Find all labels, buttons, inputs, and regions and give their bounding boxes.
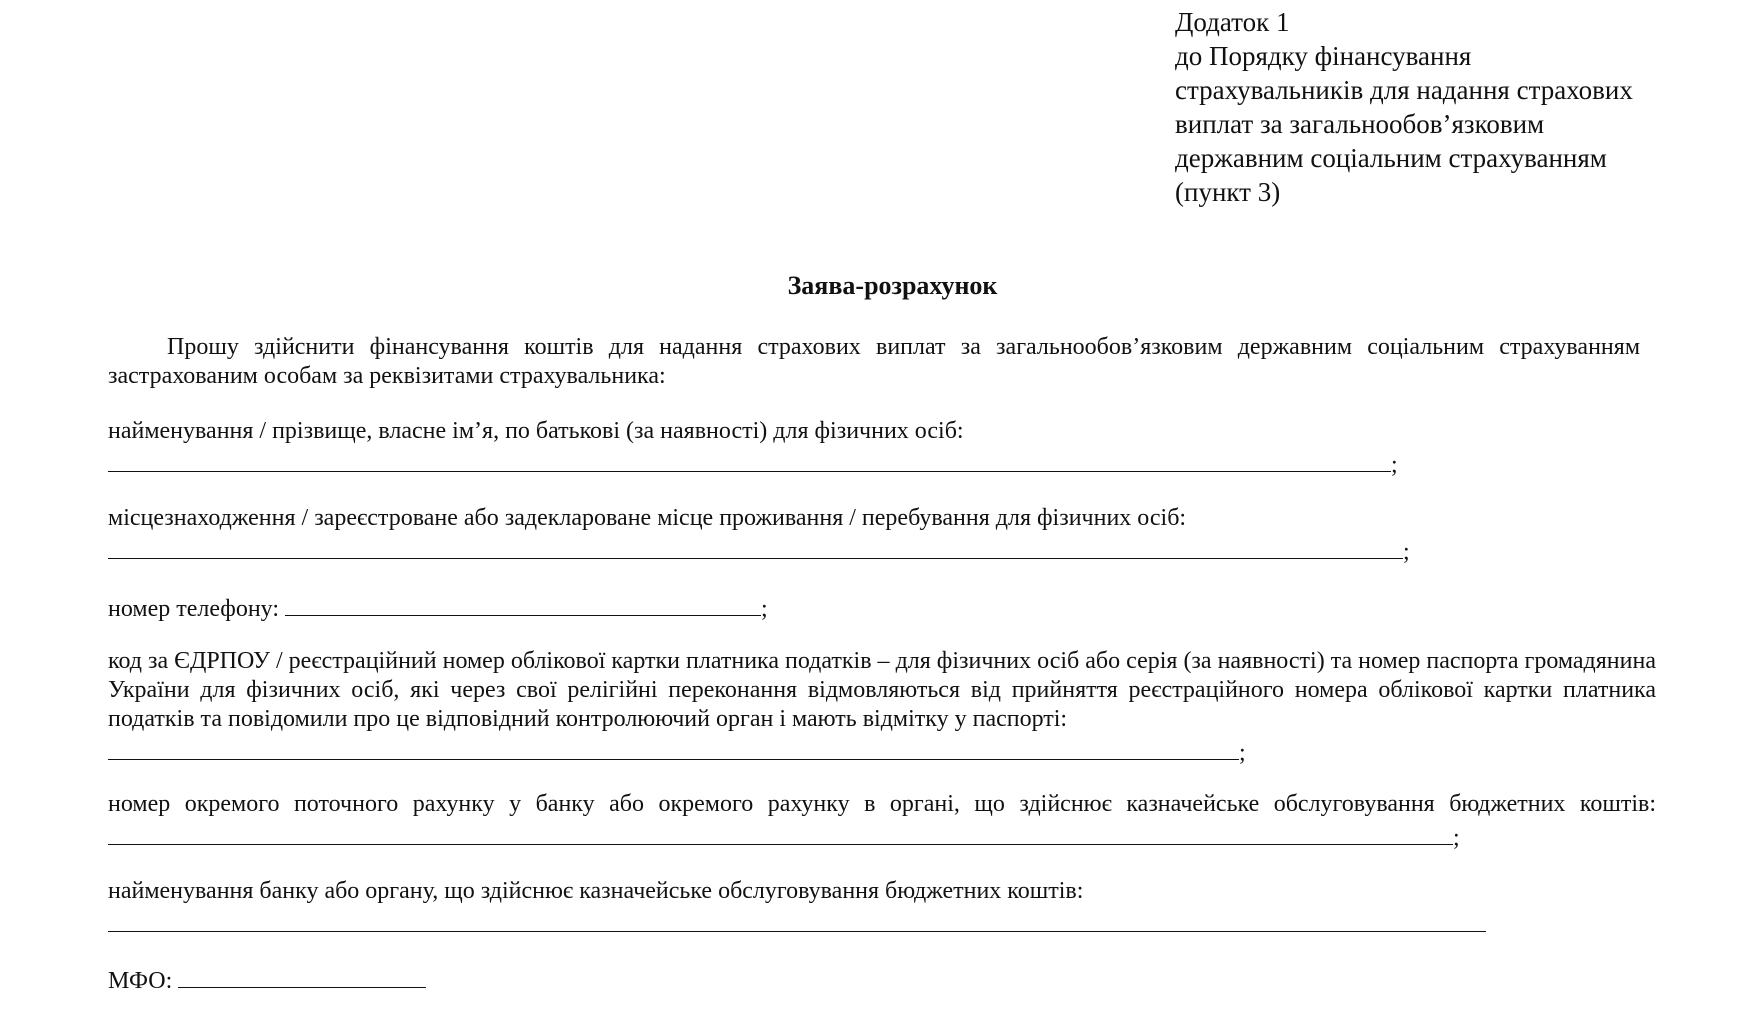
name-field-row (108, 447, 1398, 476)
mfo-field-blank[interactable] (178, 963, 426, 988)
document-title: Заява-розрахунок (787, 271, 998, 300)
field-terminator: ; (1239, 740, 1246, 766)
code-field-text: код за ЄДРПОУ / реєстраційний номер облікової картки платника податків – для фізичних осіб або серія (за наявності) та номер паспорта громадянина України для фізичних осіб, які через свої релігійні переконання відмовляються від прийняття реєстраційного номера облікової картки платника податків та повідомили про це відповідний контролюючий орган і мають відмітку у паспорті: (108, 648, 1656, 732)
field-terminator: ; (761, 596, 768, 622)
intro-paragraph: Прошу здійснити фінансування коштів для надання страхових виплат за загальнообов’язковим державним соціальним страхуванням застрахованим особам за реквізитами страхувальника: (108, 334, 1640, 389)
bank-field-row (108, 907, 1486, 936)
appendix-line: страхувальників для надання страхових (1175, 75, 1633, 105)
phone-field-blank[interactable] (285, 591, 761, 616)
location-field-row (108, 534, 1410, 563)
account-field-label: номер окремого поточного рахунку у банку або окремого рахунку в органі, що здійснює казначейське обслуговування бюджетних коштів: (108, 791, 1656, 817)
field-terminator: ; (1453, 825, 1460, 851)
phone-field-label: номер телефону: (108, 596, 280, 622)
bank-field-blank[interactable] (108, 907, 1486, 932)
code-field-row (108, 735, 1246, 764)
appendix-header (1175, 5, 1633, 209)
mfo-field-label: МФО: (108, 968, 173, 994)
appendix-line: (пункт 3) (1175, 177, 1281, 207)
location-field-label: місцезнаходження / зареєстроване або задеклароване місце проживання / перебування для фізичних осіб: (108, 505, 1187, 531)
code-field-blank[interactable] (108, 735, 1239, 760)
account-field-row (108, 820, 1460, 849)
field-terminator: ; (1391, 452, 1398, 478)
appendix-line: до Порядку фінансування (1175, 41, 1472, 71)
appendix-line: державним соціальним страхуванням (1175, 143, 1607, 173)
appendix-line: виплат за загальнообов’язковим (1175, 109, 1545, 139)
phone-field-row (108, 591, 768, 624)
name-field-label: найменування / прізвище, власне ім’я, по батькові (за наявності) для фізичних осіб: (108, 418, 964, 444)
name-field-blank[interactable] (108, 447, 1391, 472)
location-field-blank[interactable] (108, 534, 1403, 559)
appendix-line: Додаток 1 (1175, 7, 1290, 37)
account-field-blank[interactable] (108, 820, 1453, 845)
mfo-field-row (108, 963, 426, 996)
bank-field-label: найменування банку або органу, що здійснює казначейське обслуговування бюджетних коштів: (108, 878, 1084, 904)
field-terminator: ; (1403, 539, 1410, 565)
